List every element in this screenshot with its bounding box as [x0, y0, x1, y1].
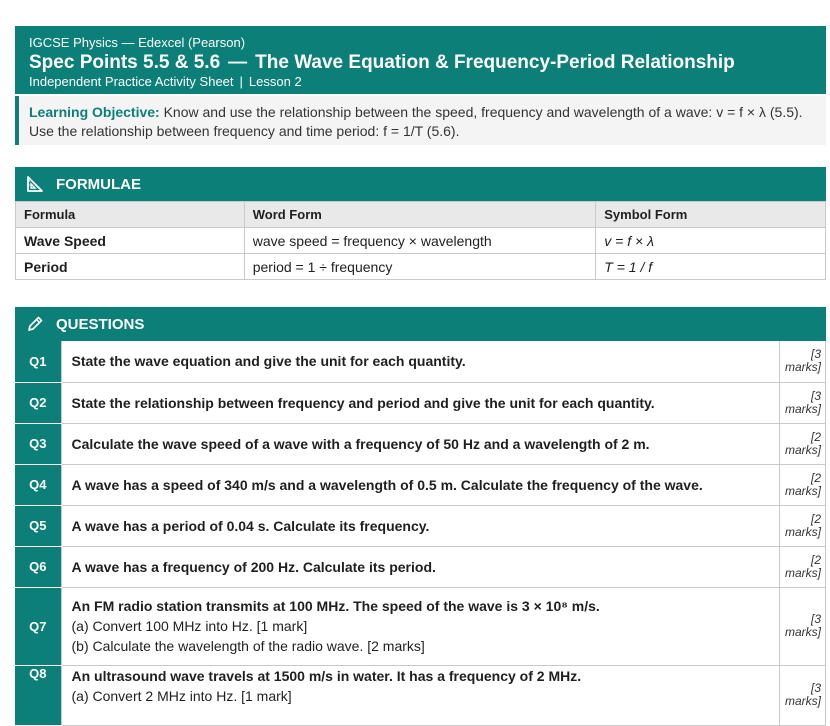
question-row — [15, 423, 826, 464]
question-marks: [2 marks] — [780, 423, 826, 464]
question-text: An ultrasound wave travels at 1500 m/s in water. It has a frequency of 2 MHz. — [71, 667, 582, 684]
formula-row — [16, 254, 826, 280]
questions-heading-text: QUESTIONS — [56, 315, 145, 333]
sheet-label: Independent Practice Activity Sheet — [29, 74, 234, 89]
question-number: Q3 — [15, 423, 61, 464]
question-part-a: (a) Convert 2 MHz into Hz. [1 mark] — [71, 687, 292, 704]
question-row — [15, 341, 826, 382]
formula-row — [16, 228, 826, 254]
formula-table-header — [16, 202, 826, 228]
formula-table — [15, 201, 826, 280]
course-label: IGCSE Physics — Edexcel (Pearson) — [29, 35, 246, 50]
question-block — [61, 665, 780, 725]
question-text: An FM radio station transmits at 100 MHz. The speed of the wave is 3 × 10⁸ m/s. — [71, 598, 600, 614]
set-square-icon — [26, 175, 44, 193]
question-marks: [3 marks] — [780, 341, 826, 382]
question-number: Q5 — [15, 505, 61, 546]
question-row — [15, 546, 826, 587]
question-text: State the relationship between frequency and period and give the unit for each quantity. — [61, 382, 780, 423]
question-text: A wave has a speed of 340 m/s and a wavelength of 0.5 m. Calculate the frequency of the wave. — [61, 464, 780, 505]
spec-points: Spec Points 5.5 & 5.6 — [29, 52, 221, 73]
learning-objective — [15, 96, 826, 145]
question-row — [15, 382, 826, 423]
question-number: Q6 — [15, 546, 61, 587]
formula-name: Wave Speed — [16, 228, 245, 254]
question-number: Q7 — [15, 587, 61, 665]
question-marks: [2 marks] — [780, 505, 826, 546]
objective-label: Learning Objective: — [29, 104, 160, 120]
title-text: The Wave Equation & Frequency-Period Relationship — [255, 52, 735, 73]
question-text: A wave has a period of 0.04 s. Calculate its frequency. — [61, 505, 780, 546]
question-text: State the wave equation and give the unit for each quantity. — [61, 341, 780, 382]
question-marks: [3 marks] — [780, 382, 826, 423]
column-header: Formula — [16, 202, 245, 228]
formula-symbol-form: T = 1 / f — [596, 254, 826, 280]
question-marks: [2 marks] — [780, 464, 826, 505]
question-number: Q4 — [15, 464, 61, 505]
question-marks: [3 marks] — [780, 587, 826, 665]
question-number: Q1 — [15, 341, 61, 382]
question-number: Q8 — [15, 665, 61, 725]
page-title — [29, 51, 826, 74]
question-row — [15, 464, 826, 505]
objective-text: Know and use the relationship between the speed, frequency and wavelength of a wave: v = f × λ (5.5). Use the relationship between frequency and time period: f = 1/T (5.6). — [29, 104, 803, 139]
formula-word-form: wave speed = frequency × wavelength — [244, 228, 596, 254]
column-header: Symbol Form — [596, 202, 826, 228]
question-part-a: (a) Convert 100 MHz into Hz. [1 mark] — [71, 618, 308, 634]
formula-symbol-form: v = f × λ — [596, 228, 826, 254]
subtitle — [29, 74, 826, 90]
formulae-heading-text: FORMULAE — [56, 175, 141, 193]
question-text: A wave has a frequency of 200 Hz. Calculate its period. — [61, 546, 780, 587]
question-row — [15, 587, 826, 665]
title-dash: — — [228, 52, 248, 73]
question-row — [15, 505, 826, 546]
question-block — [61, 587, 780, 665]
lesson-label: Lesson 2 — [248, 74, 302, 89]
question-number: Q2 — [15, 382, 61, 423]
formula-name: Period — [16, 254, 245, 280]
formulae-heading — [15, 167, 826, 201]
question-marks: [2 marks] — [780, 546, 826, 587]
questions-heading — [15, 307, 826, 341]
question-marks: [3 marks] — [780, 665, 826, 725]
column-header: Word Form — [244, 202, 596, 228]
questions-table — [15, 341, 826, 726]
formula-word-form: period = 1 ÷ frequency — [244, 254, 596, 280]
page-header — [15, 26, 826, 94]
question-text: Calculate the wave speed of a wave with a frequency of 50 Hz and a wavelength of 2 m. — [61, 423, 780, 464]
subtitle-separator: | — [239, 74, 243, 89]
question-part-b: (b) Calculate the wavelength of the radio wave. [2 marks] — [71, 638, 425, 654]
pencil-icon — [26, 315, 44, 333]
question-row — [15, 665, 826, 725]
